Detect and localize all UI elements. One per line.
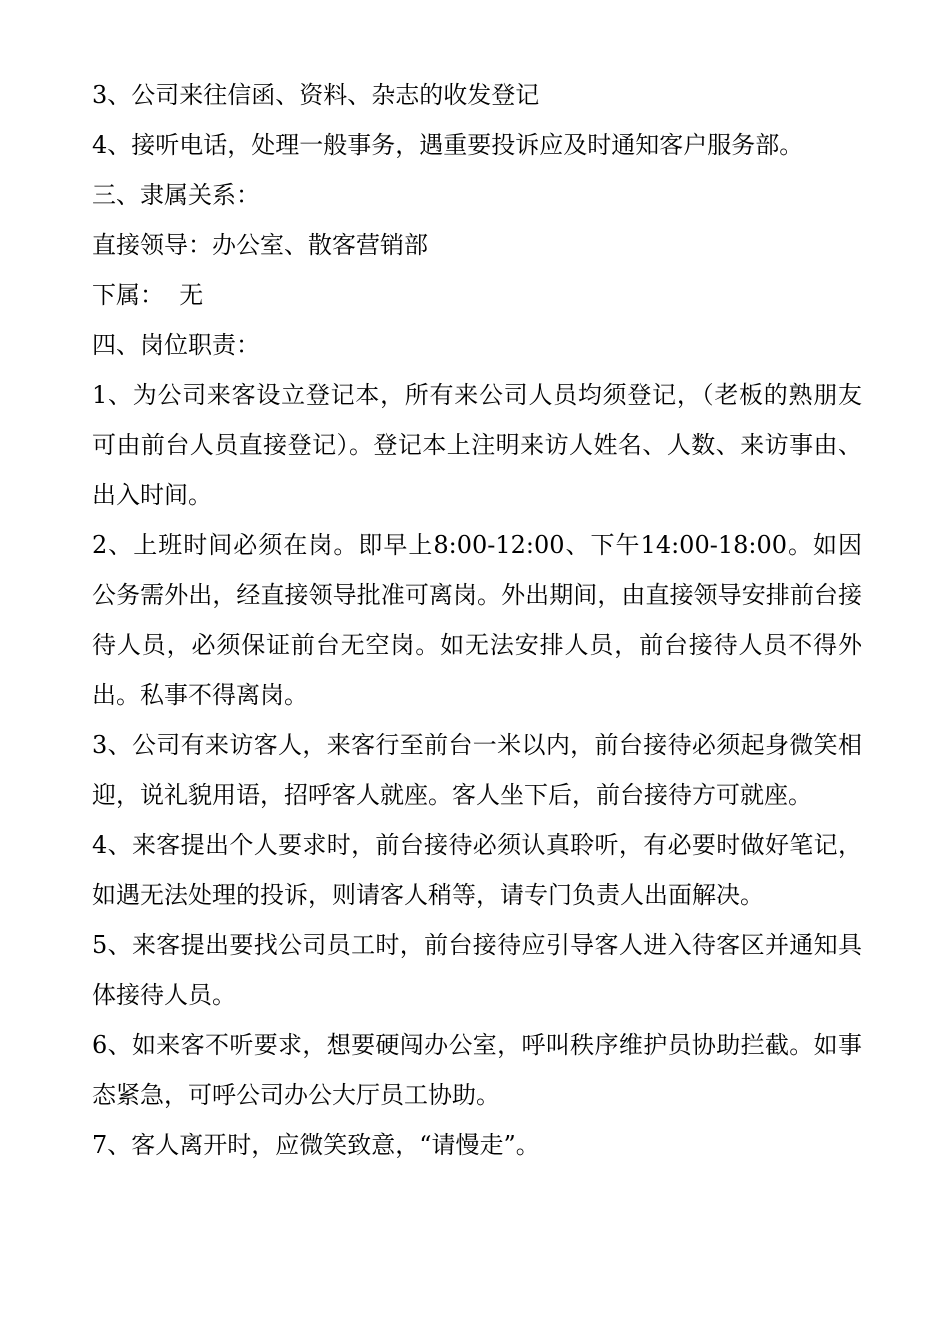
paragraph-subordinates: 下属： 无 (92, 281, 204, 309)
section-heading-reporting: 三、隶属关系： (92, 181, 260, 209)
paragraph-responsibility-1: 1、为公司来客设立登记本，所有来公司人员均须登记，（老板的熟朋友可由前台人员直接登记）。登记本上注明来访人姓名、人数、来访事由、出入时间。 (92, 381, 862, 509)
paragraph-duty-4-phone: 4、接听电话，处理一般事务，遇重要投诉应及时通知客户服务部。 (92, 131, 804, 159)
document-body (92, 70, 862, 1170)
paragraph-responsibility-4: 4、来客提出个人要求时，前台接待必须认真聆听，有必要时做好笔记，如遇无法处理的投诉，则请客人稍等，请专门负责人出面解决。 (92, 831, 862, 909)
paragraph-responsibility-3: 3、公司有来访客人，来客行至前台一米以内，前台接待必须起身微笑相迎，说礼貌用语，招呼客人就座。客人坐下后，前台接待方可就座。 (92, 731, 862, 809)
paragraph-direct-leader: 直接领导：办公室、散客营销部 (92, 231, 428, 259)
section-heading-responsibilities: 四、岗位职责： (92, 331, 260, 359)
paragraph-responsibility-5: 5、来客提出要找公司员工时，前台接待应引导客人进入待客区并通知具体接待人员。 (92, 931, 862, 1009)
paragraph-responsibility-6: 6、如来客不听要求，想要硬闯办公室，呼叫秩序维护员协助拦截。如事态紧急，可呼公司办公大厅员工协助。 (92, 1031, 862, 1109)
paragraph-responsibility-7: 7、客人离开时，应微笑致意，“请慢走”。 (92, 1131, 540, 1159)
paragraph-duty-3-mail: 3、公司来往信函、资料、杂志的收发登记 (92, 81, 540, 109)
paragraph-responsibility-2: 2、上班时间必须在岗。即早上8:00-12:00、下午14:00-18:00。如因公务需外出，经直接领导批准可离岗。外出期间，由直接领导安排前台接待人员，必须保证前台无空岗。如无法安排人员，前台接待人员不得外出。私事不得离岗。 (92, 531, 862, 709)
